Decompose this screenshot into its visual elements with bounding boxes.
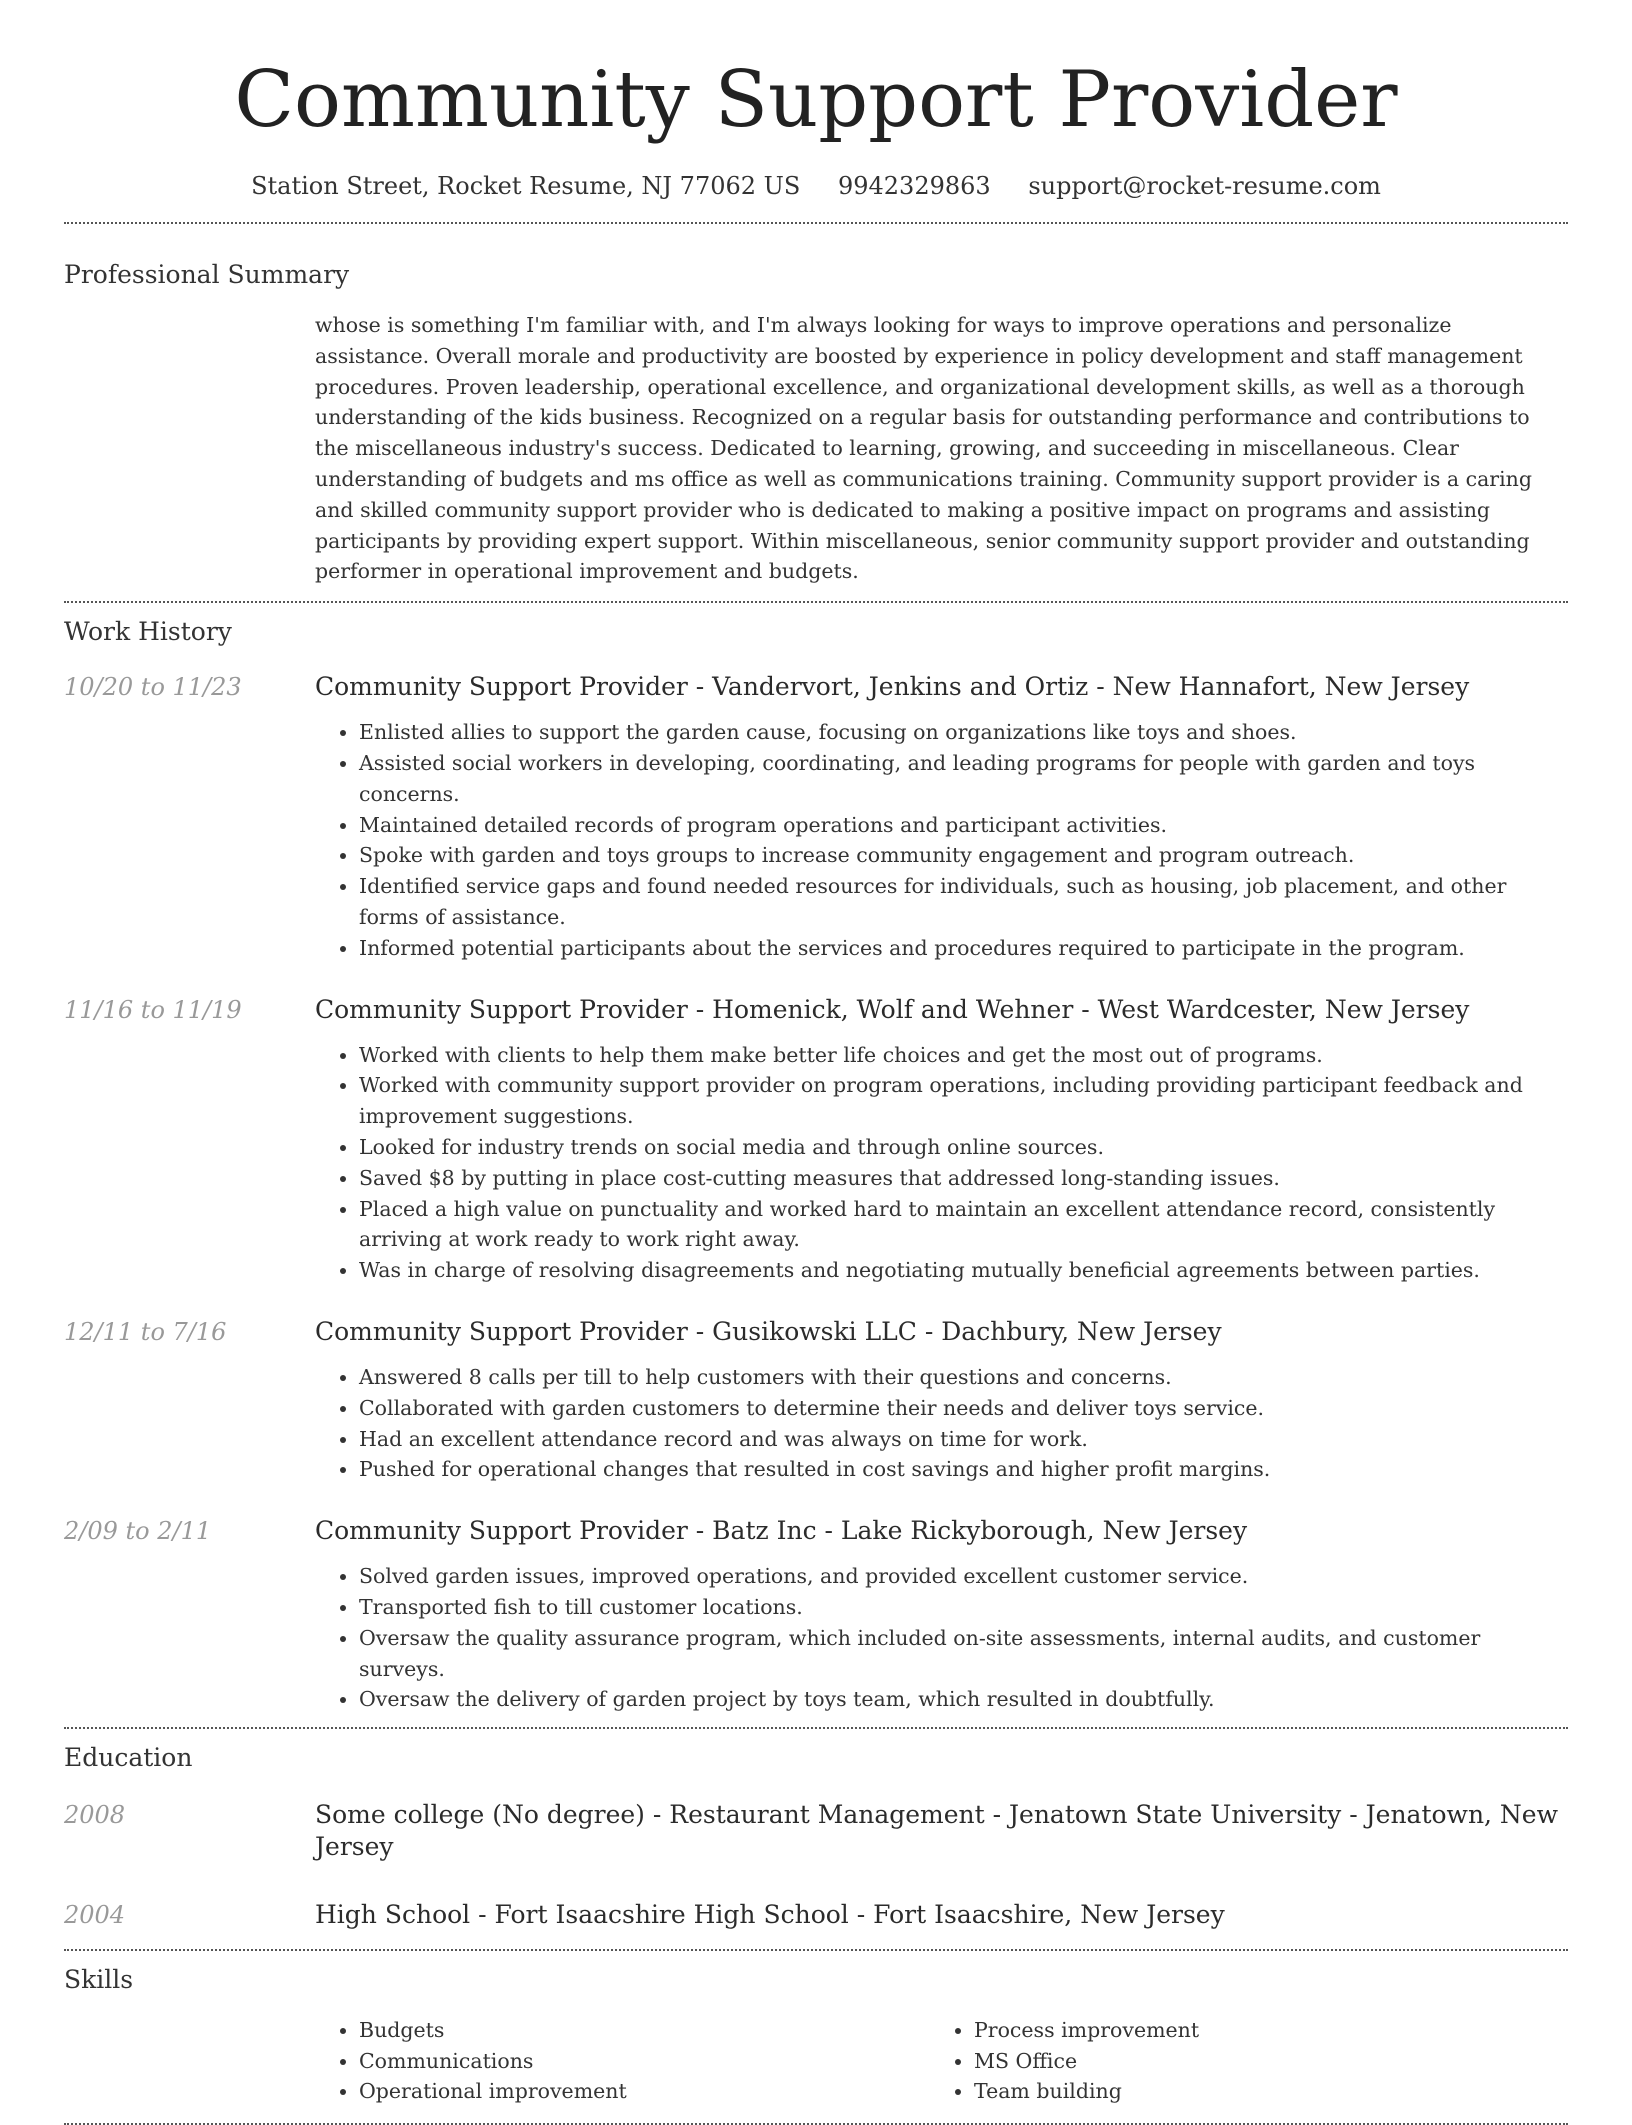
list-item: • Assisted social workers in developing, coordinating, and leading programs for people with garden and toys concerns.: [359, 748, 1568, 810]
job-bullets: [315, 1040, 1568, 1286]
skills-columns: [315, 2015, 1568, 2107]
list-item: • Solved garden issues, improved operations, and provided excellent customer service.: [359, 1561, 1568, 1592]
job-heading: Community Support Provider - Vandervort, Jenkins and Ortiz - New Hannafort, New Jersey: [315, 672, 1470, 702]
job-header: [64, 1515, 1568, 1547]
list-item: • Worked with clients to help them make better life choices and get the most out of programs.: [359, 1040, 1568, 1071]
list-item: • Looked for industry trends on social media and through online sources.: [359, 1132, 1568, 1163]
job-dates: 11/16 to 11/19: [64, 995, 242, 1024]
contact-phone: 9942329863: [837, 172, 991, 200]
job-dates: 2/09 to 2/11: [64, 1517, 212, 1546]
section-divider: [64, 1949, 1568, 1951]
contact-address: Station Street, Rocket Resume, NJ 77062 US: [251, 172, 801, 200]
job-header: [64, 671, 1568, 703]
list-item: • Answered 8 calls per till to help customers with their questions and concerns.: [359, 1362, 1568, 1393]
job-entry: [64, 671, 1568, 963]
job-heading: Community Support Provider - Gusikowski LLC - Dachbury, New Jersey: [315, 1316, 1222, 1346]
list-item: • Spoke with garden and toys groups to increase community engagement and program outreach.: [359, 840, 1568, 871]
list-item: • Oversaw the quality assurance program, which included on-site assessments, internal audits, and customer surveys.: [359, 1623, 1568, 1685]
education-year: 2008: [64, 1801, 126, 1830]
list-item: • Informed potential participants about the services and procedures required to participate in the program.: [359, 933, 1568, 964]
list-item: • Collaborated with garden customers to determine their needs and deliver toys service.: [359, 1393, 1568, 1424]
summary-text: whose is something I'm familiar with, and I'm always looking for ways to improve operations and personalize assistance. Overall morale and productivity are boosted by experience in policy development and staff management procedures. Proven leadership, operational excellence, and organizational development skills, as well as a thorough understanding of the kids business. Recognized on a regular basis for outstanding performance and contributions to the miscellaneous industry's success. Dedicated to learning, growing, and succeeding in miscellaneous. Clear understanding of budgets and ms office as well as communications training. Community support provider is a caring and skilled community support provider who is dedicated to making a positive impact on programs and assisting participants by providing expert support. Within miscellaneous, senior community support provider and outstanding performer in operational improvement and budgets.: [315, 313, 1532, 584]
education-heading: Some college (No degree) - Restaurant Management - Jenatown State University - Jenatown, New Jersey: [315, 1800, 1559, 1862]
list-item: • Placed a high value on punctuality and worked hard to maintain an excellent attendance record, consistently arriving at work ready to work right away.: [359, 1194, 1568, 1256]
job-heading: Community Support Provider - Homenick, Wolf and Wehner - West Wardcester, New Jersey: [315, 994, 1470, 1024]
section-divider: [64, 601, 1568, 603]
job-entry: [64, 1316, 1568, 1485]
skill-item: • Process improvement: [974, 2015, 1545, 2046]
skills-list-right: [930, 2015, 1545, 2107]
section-divider: [64, 222, 1568, 224]
education-entry: [64, 1899, 1568, 1931]
list-item: • Saved $8 by putting in place cost-cutting measures that addressed long-standing issues.: [359, 1163, 1568, 1194]
list-item: • Enlisted allies to support the garden cause, focusing on organizations like toys and shoes.: [359, 717, 1568, 748]
summary-section: [64, 258, 1568, 587]
job-bullets: [315, 1561, 1568, 1715]
education-section: [64, 1741, 1568, 1931]
list-item: • Had an excellent attendance record and was always on time for work.: [359, 1424, 1568, 1455]
list-item: • Pushed for operational changes that resulted in cost savings and higher profit margins.: [359, 1454, 1568, 1485]
resume-name: Community Support Provider: [234, 55, 1398, 145]
job-bullets: [315, 717, 1568, 963]
list-item: • Identified service gaps and found needed resources for individuals, such as housing, job placement, and other forms of assistance.: [359, 871, 1568, 933]
list-item: • Oversaw the delivery of garden project by toys team, which resulted in doubtfully.: [359, 1684, 1568, 1715]
work-section: [64, 615, 1568, 1715]
job-heading: Community Support Provider - Batz Inc - Lake Rickyborough, New Jersey: [315, 1516, 1248, 1546]
section-divider: [64, 1727, 1568, 1729]
summary-title: Professional Summary: [64, 260, 350, 289]
job-dates: 12/11 to 7/16: [64, 1317, 227, 1346]
skills-section: [64, 1963, 1568, 2107]
work-title: Work History: [64, 617, 232, 647]
resume-page: [64, 0, 1568, 2125]
education-entry: [64, 1799, 1568, 1863]
list-item: • Maintained detailed records of program operations and participant activities.: [359, 810, 1568, 841]
job-entry: [64, 994, 1568, 1286]
job-bullets: [315, 1362, 1568, 1485]
skill-item: • MS Office: [974, 2046, 1545, 2077]
section-divider: [64, 2123, 1568, 2125]
contact-email: support@rocket-resume.com: [1028, 172, 1381, 200]
list-item: • Transported fish to till customer locations.: [359, 1592, 1568, 1623]
job-header: [64, 994, 1568, 1026]
job-dates: 10/20 to 11/23: [64, 673, 242, 702]
skill-item: • Communications: [359, 2046, 930, 2077]
skill-item: • Operational improvement: [359, 2076, 930, 2107]
skill-item: • Team building: [974, 2076, 1545, 2107]
job-header: [64, 1316, 1568, 1348]
education-heading: High School - Fort Isaacshire High School - Fort Isaacshire, New Jersey: [315, 1900, 1225, 1930]
skills-title: Skills: [64, 1965, 134, 1995]
skill-item: • Budgets: [359, 2015, 930, 2046]
skills-list-left: [315, 2015, 930, 2107]
contact-line: [64, 170, 1568, 202]
education-title: Education: [64, 1743, 193, 1773]
list-item: • Was in charge of resolving disagreements and negotiating mutually beneficial agreements between parties.: [359, 1255, 1568, 1286]
education-year: 2004: [64, 1901, 126, 1930]
job-entry: [64, 1515, 1568, 1715]
list-item: • Worked with community support provider on program operations, including providing participant feedback and improvement suggestions.: [359, 1070, 1568, 1132]
